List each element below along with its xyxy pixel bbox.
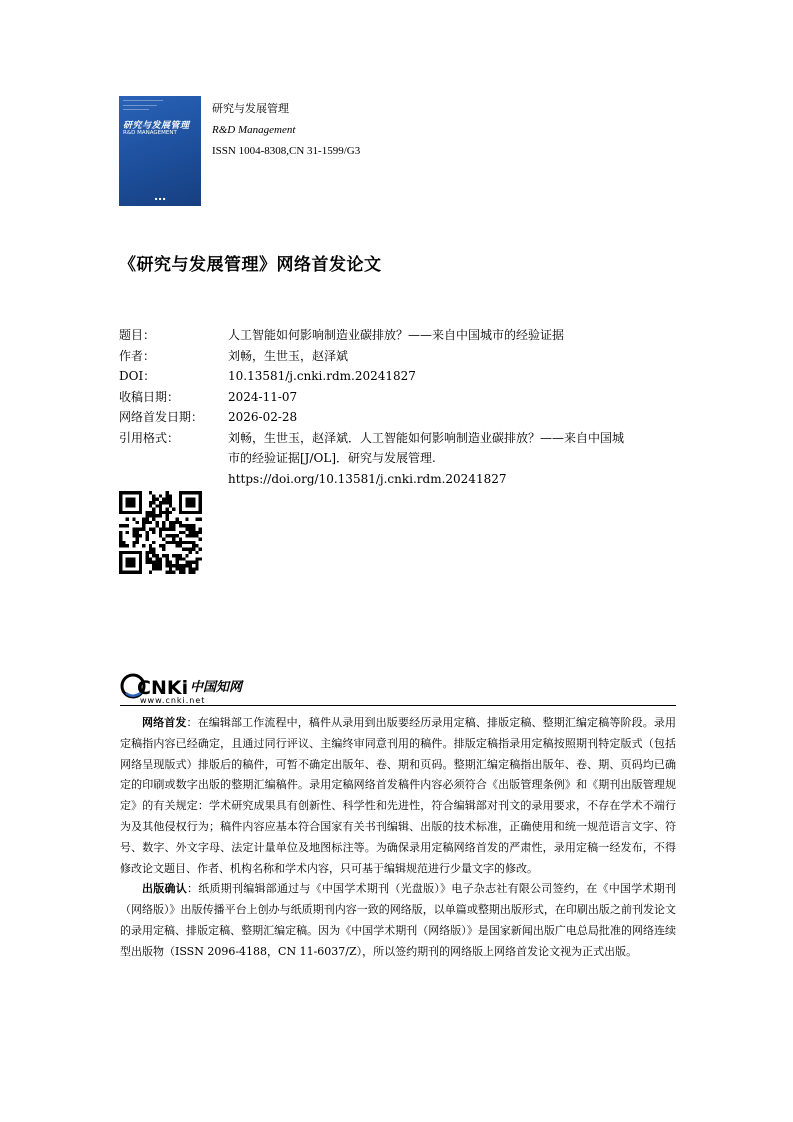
- article-doi[interactable]: 10.13581/j.cnki.rdm.20241827: [228, 369, 416, 383]
- meta-row-citation: [119, 428, 679, 490]
- cover-subtitle: R&D MANAGEMENT: [123, 130, 177, 136]
- journal-name-cn: 研究与发展管理: [212, 103, 289, 115]
- meta-label: DOI：: [119, 369, 156, 383]
- journal-info: [212, 99, 360, 162]
- cnki-url: www.cnki.net: [140, 696, 206, 705]
- cnki-logo: [120, 672, 290, 706]
- cnki-brand: CNKi: [137, 677, 189, 699]
- journal-name-en: R&D Management: [212, 124, 296, 136]
- meta-row-received: [119, 387, 679, 408]
- received-date: 2024-11-07: [228, 389, 298, 404]
- meta-label: 作者：: [119, 348, 156, 363]
- online-first-text: ：在编辑部工作流程中，稿件从录用到出版要经历录用定稿、排版定稿、整期汇编定稿等阶段。录用定稿指内容已经确定，且通过同行评议、主编终审同意刊用的稿件。排版定稿指录用定稿按照期刊特定版式（包括网络呈现版式）排版后的稿件，可暂不确定出版年、卷、期和页码。整期汇编定稿指出版年、卷、期、页码均已确定的印刷或数字出版的整期汇编稿件。录用定稿网络首发稿件内容必须符合《出版管理条例》和《期刊出版管理规定》的有关规定：学术研究成果具有创新性、科学性和先进性，符合编辑部对刊文的录用要求，不存在学术不端行为及其他侵权行为；稿件内容应基本符合国家有关书刊编辑、出版的技术标准，正确使用和统一规范语言文字、符号、数字、外文字母、法定计量单位及地图标注等。为确保录用定稿网络首发的严肃性，录用定稿一经发布，不得修改论文题目、作者、机构名称和学术内容，只可基于编辑规范进行少量文字的修改。: [120, 716, 677, 875]
- meta-label: 引用格式：: [119, 430, 180, 445]
- meta-row-published: [119, 407, 679, 428]
- meta-row-title: [119, 325, 679, 346]
- meta-label: 收稿日期：: [119, 389, 180, 404]
- article-metadata: [119, 325, 679, 489]
- journal-issn: ISSN 1004-8308,CN 31-1599/G3: [212, 145, 361, 157]
- citation-doi-link[interactable]: https://doi.org/10.13581/j.cnki.rdm.20241827: [228, 471, 507, 486]
- meta-label: 题目：: [119, 328, 156, 342]
- qr-code[interactable]: [119, 491, 202, 574]
- cover-fine-print: [123, 100, 163, 115]
- meta-row-authors: [119, 346, 679, 367]
- notice-section: [120, 713, 676, 963]
- divider: [120, 705, 676, 706]
- online-first-date: 2026-02-28: [228, 410, 298, 424]
- cover-publisher-mark: ▪ ▪ ▪: [154, 196, 166, 201]
- publish-confirm-text: ：纸质期刊编辑部通过与《中国学术期刊（光盘版）》电子杂志社有限公司签约，在《中国学术期刊（网络版）》出版传播平台上创办与纸质期刊内容一致的网络版，以单篇或整期出版形式，在印刷出版之前刊发论文的录用定稿、排版定稿、整期汇编定稿。因为《中国学术期刊（网络版）》是国家新闻出版广电总局批准的网络连续型出版物（ISSN 2096-4188，CN 11-6037/Z），所以签约期刊的网络版上网络首发论文视为正式出版。: [120, 882, 677, 958]
- meta-row-doi: [119, 366, 679, 387]
- publish-confirm-label: 出版确认: [142, 882, 187, 896]
- citation-line: 市的经验证据[J/OL]．研究与发展管理.: [228, 451, 436, 465]
- publish-confirm-paragraph: [120, 879, 676, 962]
- online-first-paragraph: [120, 713, 676, 879]
- cnki-logo-bar: [120, 672, 680, 706]
- citation-line: 刘畅，生世玉，赵泽斌．人工智能如何影响制造业碳排放？——来自中国城: [228, 430, 625, 445]
- article-authors: 刘畅，生世玉，赵泽斌: [228, 348, 349, 363]
- cover-title: 研究与发展管理: [123, 121, 190, 131]
- online-first-label: 网络首发: [142, 716, 187, 729]
- cnki-brand-cn: 中国知网: [190, 680, 243, 695]
- page-title: 《研究与发展管理》网络首发论文: [119, 255, 382, 275]
- article-title: 人工智能如何影响制造业碳排放？——来自中国城市的经验证据: [228, 328, 565, 342]
- citation-format: [228, 428, 679, 490]
- journal-cover-image: [119, 96, 201, 206]
- meta-label: 网络首发日期：: [119, 410, 204, 424]
